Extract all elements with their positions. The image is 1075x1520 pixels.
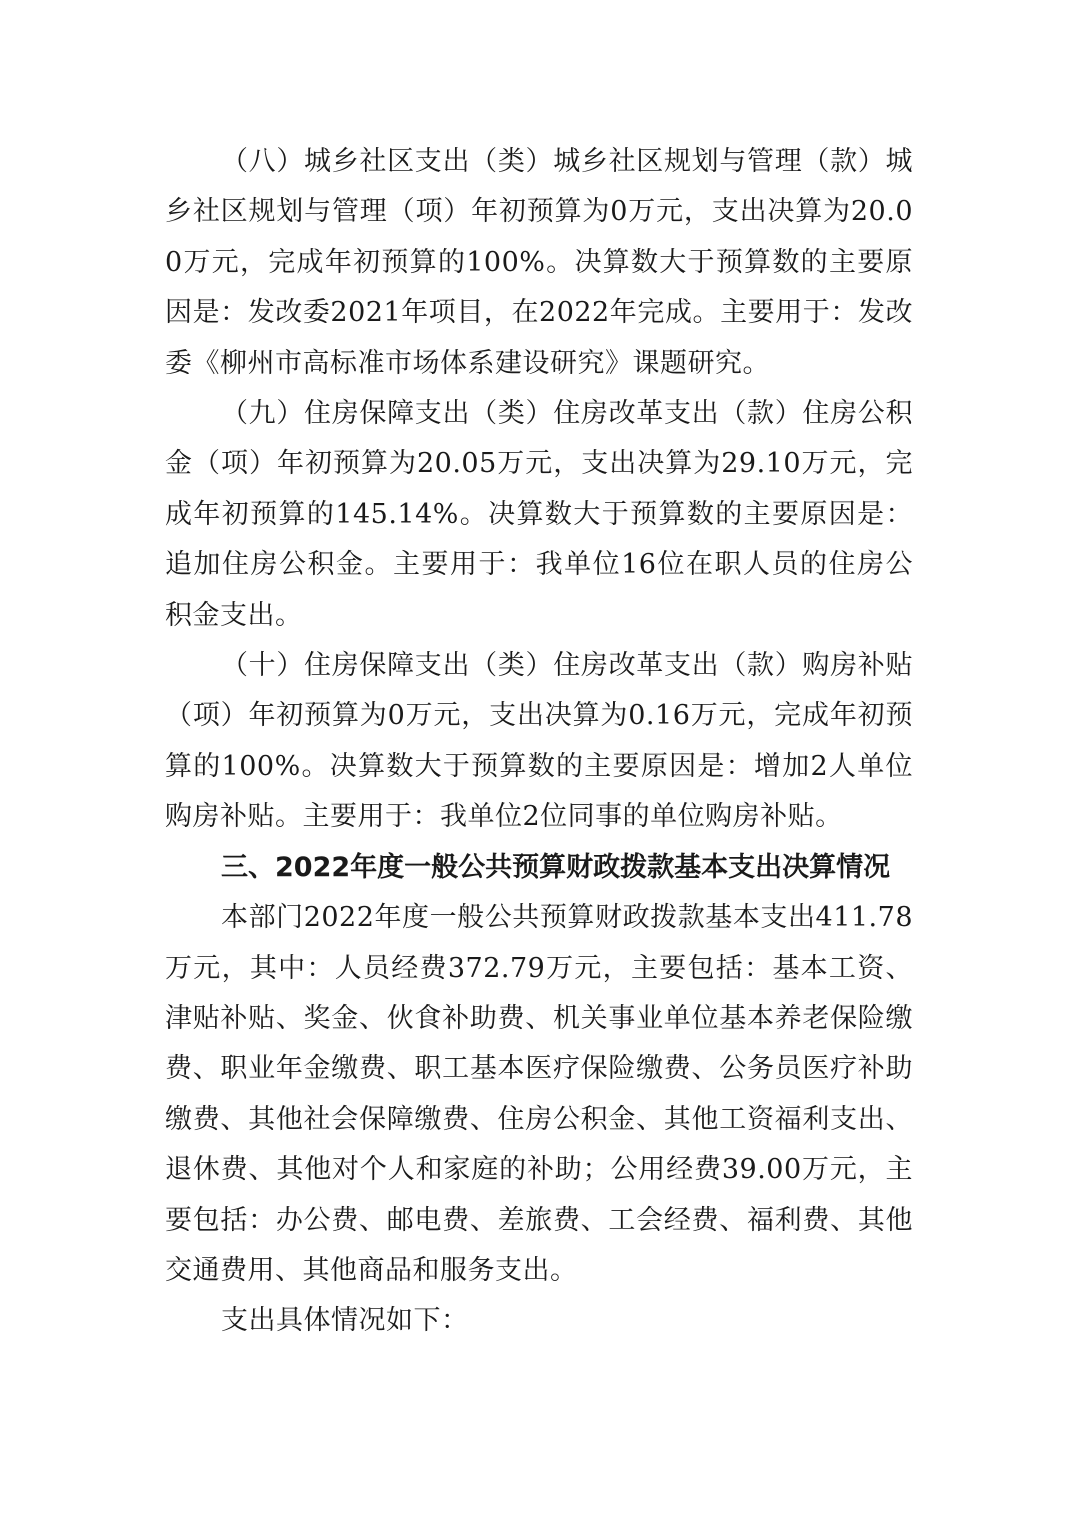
paragraph-housing-provident-fund: （九）住房保障支出（类）住房改革支出（款）住房公积金（项）年初预算为20.05万元，支出决算为29.10万元，完成年初预算的145.14%。决算数大于预算数的主要原因是：追加住房公积金。主要用于：我单位16位在职人员的住房公积金支出。 (165, 398, 913, 631)
section-heading-basic-expenditure: 三、2022年度一般公共预算财政拨款基本支出决算情况 (221, 851, 891, 883)
paragraph-housing-purchase-subsidy: （十）住房保障支出（类）住房改革支出（款）购房补贴（项）年初预算为0万元，支出决算为0.16万元，完成年初预算的100%。决算数大于预算数的主要原因是：增加2人单位购房补贴。主要用于：我单位2位同事的单位购房补贴。 (165, 650, 913, 833)
paragraph-basic-expenditure-summary: 本部门2022年度一般公共预算财政拨款基本支出411.78万元，其中：人员经费372.79万元，主要包括：基本工资、津贴补贴、奖金、伙食补助费、机关事业单位基本养老保险缴费、职业年金缴费、职工基本医疗保险缴费、公务员医疗补助缴费、其他社会保障缴费、住房公积金、其他工资福利支出、退休费、其他对个人和家庭的补助；公用经费39.00万元，主要包括：办公费、邮电费、差旅费、工会经费、福利费、其他交通费用、其他商品和服务支出。 (165, 902, 913, 1286)
paragraph-detail-intro: 支出具体情况如下： (221, 1305, 469, 1337)
document-body (165, 137, 913, 1347)
paragraph-urban-community-planning: （八）城乡社区支出（类）城乡社区规划与管理（款）城乡社区规划与管理（项）年初预算为0万元，支出决算为20.00万元，完成年初预算的100%。决算数大于预算数的主要原因是：发改委2021年项目，在2022年完成。主要用于：发改委《柳州市高标准市场体系建设研究》课题研究。 (165, 146, 913, 379)
